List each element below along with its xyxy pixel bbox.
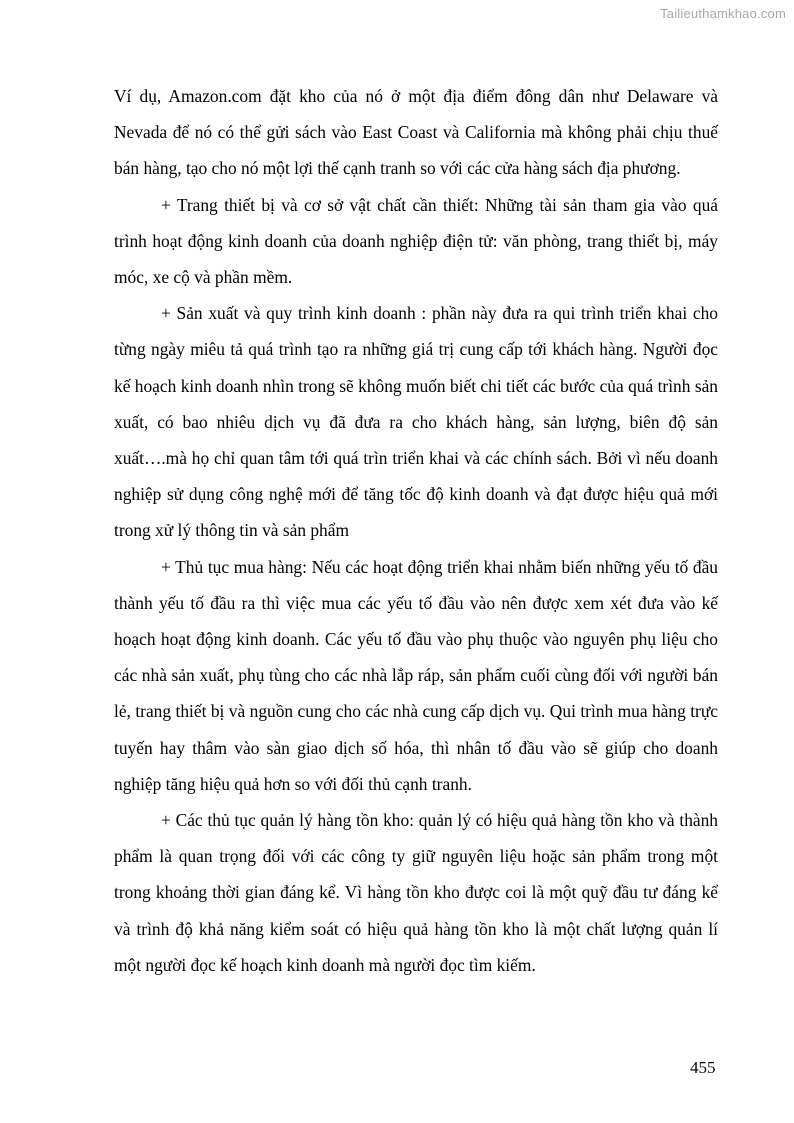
paragraph-production-process: + Sản xuất và quy trình kinh doanh : phần này đưa ra qui trình triển khai cho từng ngày miêu tả quá trình tạo ra những giá trị cung cấp tới khách hàng. Người đọc kế hoạch kinh doanh nhìn trong sẽ không muốn biết chi tiết các bước của quá trình sản xuất, có bao nhiêu dịch vụ đã đưa ra cho khách hàng, sản lượng, biên độ sản xuất….mà họ chỉ quan tâm tới quá trìn triển khai và các chính sách. Bởi vì nếu doanh nghiệp sử dụng công nghệ mới để tăng tốc độ kinh doanh và đạt được hiệu quả mới trong xử lý thông tin và sản phẩm [114,303,718,541]
document-body [114,78,718,983]
paragraph-amazon-example: Ví dụ, Amazon.com đặt kho của nó ở một địa điểm đông dân như Delaware và Nevada để nó có thể gửi sách vào East Coast và California mà không phải chịu thuế bán hàng, tạo cho nó một lợi thế cạnh tranh so với các cửa hàng sách địa phương. [114,86,718,179]
paragraph-purchasing-procedure: + Thủ tục mua hàng: Nếu các hoạt động triển khai nhằm biến những yếu tố đầu thành yếu tố đầu ra thì việc mua các yếu tố đầu vào nên được xem xét đưa vào kế hoạch hoạt động kinh doanh. Các yếu tố đầu vào phụ thuộc vào nguyên phụ liệu cho các nhà sản xuất, phụ tùng cho các nhà lắp ráp, sản phẩm cuối cùng đối với người bán lẻ, trang thiết bị và nguồn cung cho các nhà cung cấp dịch vụ. Qui trình mua hàng trực tuyến hay thâm vào sàn giao dịch số hóa, thì nhân tố đầu vào sẽ giúp cho doanh nghiệp tăng hiệu quả hơn so với đối thủ cạnh tranh. [114,556,718,794]
page-number: 455 [690,1058,716,1077]
paragraph-inventory-management: + Các thủ tục quản lý hàng tồn kho: quản lý có hiệu quả hàng tồn kho và thành phẩm là quan trọng đối với các công ty giữ nguyên liệu hoặc sản phẩm trong một trong khoảng thời gian đáng kể. Vì hàng tồn kho được coi là một quỹ đầu tư đáng kể và trình độ khả năng kiểm soát có hiệu quả hàng tồn kho là một chất lượng quản lí một người đọc kế hoạch kinh doanh mà người đọc tìm kiếm. [114,810,718,975]
paragraph-equipment-facilities: + Trang thiết bị và cơ sở vật chất cần thiết: Những tài sản tham gia vào quá trình hoạt động kinh doanh của doanh nghiệp điện tử: văn phòng, trang thiết bị, máy móc, xe cộ và phần mềm. [114,194,718,288]
watermark: Tailieuthamkhao.com [660,6,786,21]
